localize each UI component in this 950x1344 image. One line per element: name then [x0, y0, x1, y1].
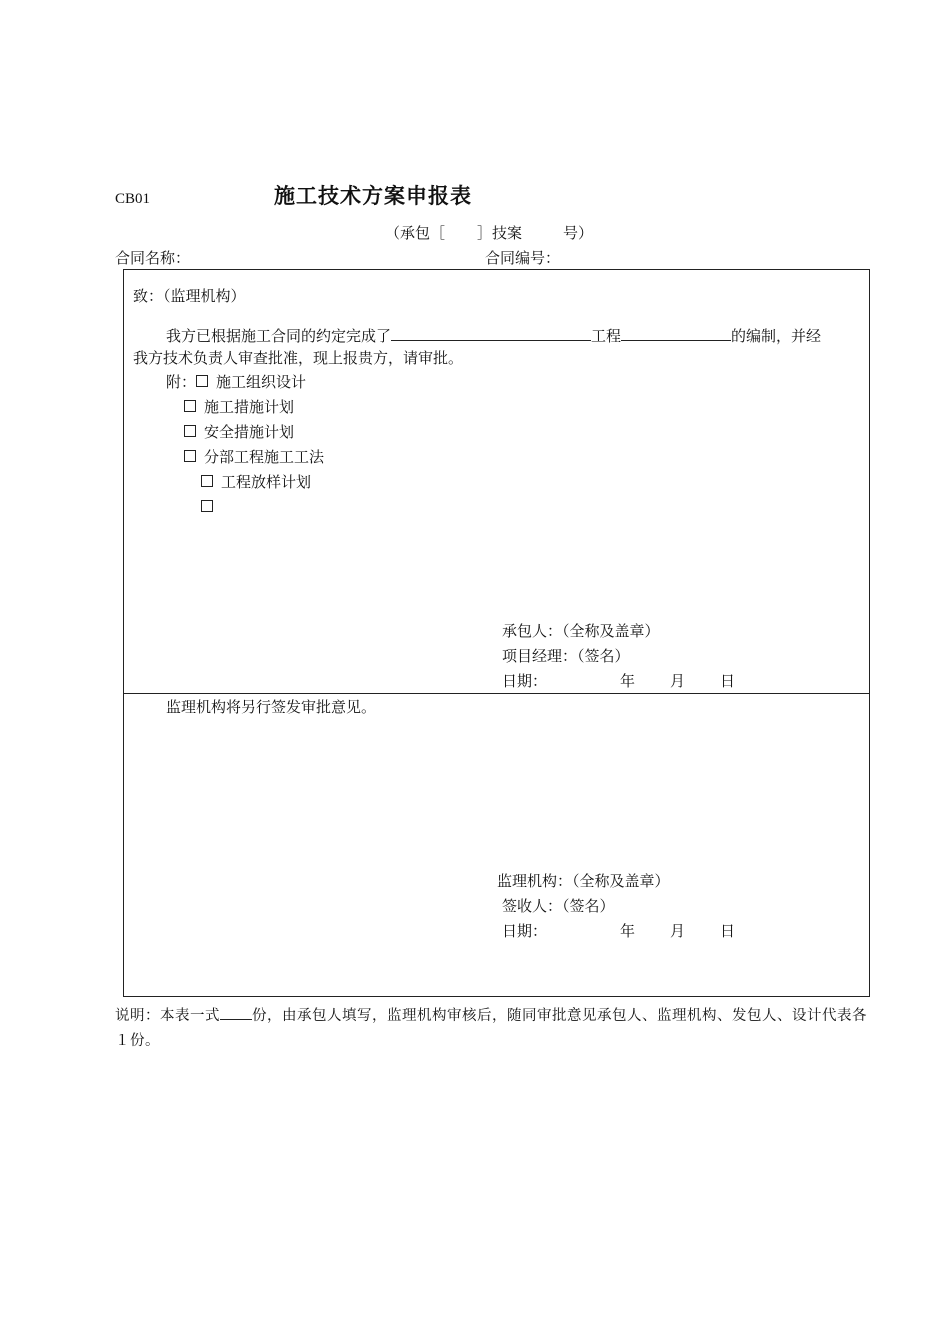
supervisor-opinion-text: 监理机构将另行签发审批意见。 [166, 698, 377, 716]
contract-number-label: 合同编号： [485, 249, 561, 267]
checkbox-icon[interactable] [196, 375, 208, 387]
receiver-label: 签收人：（签名） [502, 897, 615, 915]
body-text-1: 我方已根据施工合同的约定完成了 [166, 327, 392, 345]
body-text-3: 的编制，并经 [731, 327, 822, 345]
form-title: 施工技术方案申报表 [274, 183, 472, 208]
attachment-label: 施工措施计划 [204, 398, 295, 416]
supervisor-date-label: 日期： [502, 922, 548, 940]
contractor-date-day: 日 [720, 672, 736, 690]
body-line-2: 我方技术负责人审查批准，现上报贵方，请审批。 [133, 349, 464, 367]
attachment-label: 安全措施计划 [204, 423, 295, 441]
note-text-2: 份，由承包人填写，监理机构审核后，随同审批意见承包人、监理机构、发包人、设计代表各１份。 [115, 1008, 867, 1049]
supervisor-date-year: 年 [620, 922, 636, 940]
contractor-date-year: 年 [620, 672, 636, 690]
supervisor-date-month: 月 [670, 922, 686, 940]
attachment-label: 分部工程施工工法 [204, 448, 325, 466]
contractor-date-month: 月 [670, 672, 686, 690]
attachment-item [201, 500, 221, 515]
attachment-item [166, 375, 306, 390]
project-manager-label: 项目经理：（签名） [502, 647, 630, 665]
contractor-date-label: 日期： [502, 672, 548, 690]
body-line-1 [166, 326, 821, 344]
attachment-label: 施工组织设计 [216, 373, 307, 391]
addressee-line: 致：（监理机构） [133, 287, 246, 305]
attach-label: 附： [166, 373, 197, 391]
plan-name-blank[interactable] [391, 326, 591, 341]
attachment-item [184, 425, 294, 440]
contract-name-label: 合同名称： [115, 249, 191, 267]
attachment-item [184, 400, 294, 415]
body-text-2: 工程 [591, 327, 622, 345]
form-number-mid: ］技案 [477, 224, 523, 242]
form-note [115, 1004, 877, 1054]
form-number-prefix: （承包［ [385, 224, 446, 242]
form-code: CB01 [115, 191, 151, 207]
checkbox-icon[interactable] [184, 450, 196, 462]
copies-blank[interactable] [220, 1007, 252, 1020]
checkbox-icon[interactable] [184, 400, 196, 412]
attachment-label: 工程放样计划 [221, 473, 312, 491]
contractor-label: 承包人：（全称及盖章） [502, 622, 660, 640]
supervisor-date-day: 日 [720, 922, 736, 940]
checkbox-icon[interactable] [201, 475, 213, 487]
project-blank[interactable] [621, 326, 731, 341]
section-divider [123, 693, 870, 694]
attachment-item [201, 475, 311, 490]
supervisor-org-label: 监理机构：（全称及盖章） [497, 872, 670, 890]
form-number-suffix: 号） [563, 224, 594, 242]
attachment-item [184, 450, 324, 465]
checkbox-icon[interactable] [184, 425, 196, 437]
note-text-1: 说明：本表一式 [115, 1008, 220, 1024]
checkbox-icon[interactable] [201, 500, 213, 512]
